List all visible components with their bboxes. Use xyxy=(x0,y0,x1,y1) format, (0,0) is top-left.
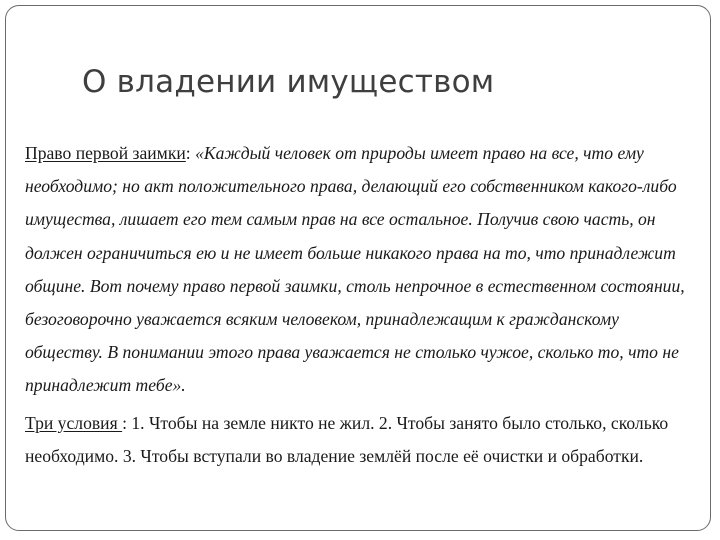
term-first-claim: Право первой заимки xyxy=(25,143,186,163)
slide xyxy=(5,5,711,531)
three-conditions-text: : 1. Чтобы на земле никто не жил. 2. Чтобы занято было столько, сколько необходимо. 3. Чтобы вступали во владение землёй после её очистки и обработки. xyxy=(25,412,669,466)
term-separator: : xyxy=(185,143,196,163)
slide-title: О владении имуществом xyxy=(82,64,495,100)
paragraph-first-claim xyxy=(25,137,693,403)
paragraph-three-conditions xyxy=(25,407,693,473)
term-three-conditions: Три условия xyxy=(25,412,123,433)
slide-body xyxy=(25,137,693,473)
rousseau-quote: «Каждый человек от природы имеет право на все, что ему необходимо; но акт положительного права, делающий его собственником какого-либо имущества, лишает его тем самым прав на все остальное. Получив свою часть, он должен ограничиться ею и не имеет больше никакого права на то, что принадлежит общине. Вот почему право первой заимки, столь непрочное в естественном состоянии, безоговорочно уважается всяким человеком, принадлежащим к гражданскому обществу. В понимании этого права уважается не столько чужое, сколько то, что не принадлежит тебе». xyxy=(25,143,685,396)
